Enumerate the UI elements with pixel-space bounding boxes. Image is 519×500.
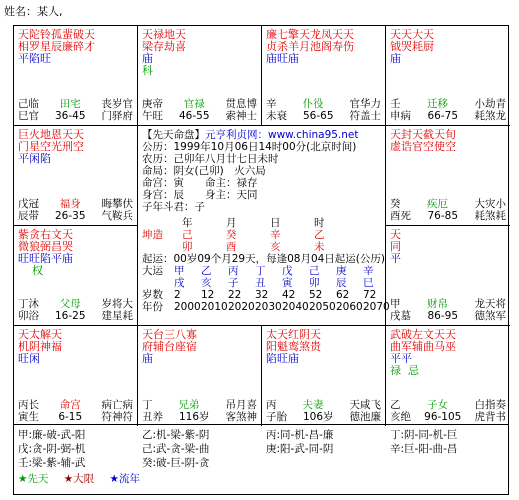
star-row: 天 xyxy=(390,228,401,241)
dayun-year: 2030 xyxy=(255,301,282,313)
star-row: 机阴神福 xyxy=(18,340,62,353)
palace-hai[interactable] xyxy=(386,326,510,426)
stem-branch: 卯浴 xyxy=(18,310,39,322)
minor-stars: 贯息博 xyxy=(225,98,257,110)
pillar-label: 日 xyxy=(270,217,281,229)
dayun-year: 2000 xyxy=(174,301,201,313)
dayun-age: 22 xyxy=(228,289,242,301)
star-row: 天太解天 xyxy=(18,328,62,341)
sihua-entry: 庚:阳-武-同-阴 xyxy=(266,443,334,455)
stem-branch: 申病 xyxy=(390,110,411,122)
minor-stars: 建星耗 xyxy=(101,310,133,322)
dayun-stem: 己 xyxy=(309,265,320,277)
star-row: 虚诰官空使空 xyxy=(390,140,456,153)
sihua-entry: 丁:阴-同-机-巨 xyxy=(390,429,458,441)
info-line: 子年斗君：子 xyxy=(142,201,205,213)
stem-branch: 戊冠 xyxy=(18,198,39,210)
minor-stars: 晦攀伏 xyxy=(101,198,133,210)
info-line: 公历：1999年10月06日14时00分(北京时间) xyxy=(142,141,357,153)
palace-name: 官禄 xyxy=(183,98,205,110)
stem-branch: 甲 xyxy=(390,298,401,310)
dayun-stem: 丙 xyxy=(228,265,239,277)
stem-branch: 寅生 xyxy=(18,411,39,423)
dayun-age: 62 xyxy=(336,289,350,301)
palace-yin[interactable] xyxy=(14,326,138,426)
star-row: 同 xyxy=(390,240,401,253)
stem-branch: 辰带 xyxy=(18,210,39,222)
palace-chou[interactable] xyxy=(138,326,262,426)
palace-name: 夫妻 xyxy=(302,399,324,411)
pillar-label: 月 xyxy=(226,217,237,229)
palace-name: 疾厄 xyxy=(427,198,448,210)
dayun-label: 大运 xyxy=(142,265,163,277)
age-range: 96-105 xyxy=(424,411,462,423)
age-range: 46-55 xyxy=(178,110,210,122)
star-brightness: 庙旺庙 xyxy=(266,52,299,65)
info-line: 命局：阴女(己卯) 火六局 xyxy=(142,165,266,177)
info-line: 命宫：寅 命主：禄存 xyxy=(142,177,258,189)
star-brightness: 庙 xyxy=(390,52,401,65)
star-row: 天台三八寡 xyxy=(142,328,197,341)
minor-stars: 德煞军 xyxy=(474,310,506,322)
stem-branch: 丙长 xyxy=(18,399,39,411)
dayun-age: 42 xyxy=(282,289,296,301)
dayun-age: 72 xyxy=(363,289,377,301)
minor-stars: 官华力 xyxy=(349,98,381,110)
pillar-branch xyxy=(142,241,182,253)
dayun-age: 2 xyxy=(174,289,181,301)
age-range: 26-35 xyxy=(54,210,86,222)
minor-stars: 符神符 xyxy=(101,411,133,423)
palace-chen[interactable] xyxy=(14,126,138,226)
age-label: 岁数 xyxy=(142,289,163,301)
star-row: 廉七擎天龙凤天天 xyxy=(266,28,354,41)
pillar-stem: 己 xyxy=(182,229,193,241)
dayun-year: 2020 xyxy=(228,301,255,313)
palace-name: 兄弟 xyxy=(178,399,200,411)
age-range: 76-85 xyxy=(427,210,458,222)
star-row: 紫贪右文天 xyxy=(18,228,73,241)
dayun-age: 12 xyxy=(201,289,215,301)
dayun-stem: 丁 xyxy=(255,265,266,277)
minor-stars: 索神士 xyxy=(225,110,257,122)
palace-wei[interactable] xyxy=(262,26,386,126)
transform-mark: 禄 忌 xyxy=(390,364,419,377)
palace-xu[interactable] xyxy=(386,226,510,326)
dayun-stem: 庚 xyxy=(336,265,347,277)
minor-stars: 气鞍兵 xyxy=(101,210,133,222)
chart-info-panel xyxy=(138,126,390,326)
minor-stars: 符盖士 xyxy=(349,110,381,122)
star-row: 太天红阴天 xyxy=(266,328,321,341)
star-row: 相罗星辰廉碎才 xyxy=(18,40,95,53)
pillar-label xyxy=(142,217,182,229)
stem-branch: 丙 xyxy=(266,399,277,411)
stem-branch: 丁沐 xyxy=(18,298,39,310)
stem-branch: 未衰 xyxy=(266,110,287,122)
star-row: 武破左文天天 xyxy=(390,328,456,341)
minor-stars: 白指奏 xyxy=(474,399,506,411)
star-row: 曲军辅曲马巫 xyxy=(390,340,456,353)
stem-branch: 乙 xyxy=(390,399,401,411)
star-row: 巨火地恩天天 xyxy=(18,128,84,141)
dayun-stem: 甲 xyxy=(174,265,185,277)
dayun-age: 32 xyxy=(255,289,269,301)
stem-branch: 庚帝 xyxy=(142,98,163,110)
info-line: 农历：己卯年八月廿七日未时 xyxy=(142,153,279,165)
palace-name: 迁移 xyxy=(427,98,448,110)
dayun-branch: 子 xyxy=(228,277,239,289)
star-brightness: 庙 xyxy=(142,52,153,65)
minor-stars: 吊月喜 xyxy=(225,399,257,411)
sihua-entry: 丙:同-机-昌-廉 xyxy=(266,429,334,441)
minor-stars: 德池廉 xyxy=(349,411,381,423)
dayun-age: 52 xyxy=(309,289,323,301)
palace-shen[interactable] xyxy=(386,26,510,126)
stem-branch: 己临 xyxy=(18,98,39,110)
stem-branch: 戌墓 xyxy=(390,310,411,322)
sihua-entry: 己:武-贪-梁-曲 xyxy=(142,443,210,455)
star-row: 钺哭耗厨 xyxy=(390,40,434,53)
star-brightness: 平陷旺 xyxy=(18,52,51,65)
sihua-entry: 壬:梁-紫-辅-武 xyxy=(18,457,86,469)
transform-mark: 权 xyxy=(32,264,43,277)
pillar-branch: 亥 xyxy=(270,241,281,253)
legend-xiantian: ★先天 xyxy=(18,473,49,485)
star-row: 阳魁鸾煞贵 xyxy=(266,340,321,353)
minor-stars: 龙天将 xyxy=(474,298,506,310)
dayun-branch: 亥 xyxy=(201,277,212,289)
age-range: 16-25 xyxy=(54,310,86,322)
star-brightness: 陷旺庙 xyxy=(266,352,299,365)
legend-liunian: ★流年 xyxy=(109,473,140,485)
minor-stars: 虎背书 xyxy=(474,411,506,423)
dayun-year: 2010 xyxy=(201,301,228,313)
pillar-label: 年 xyxy=(182,217,193,229)
stem-branch: 酉死 xyxy=(390,210,411,222)
legend-daxian: ★大限 xyxy=(63,473,95,485)
star-row: 微狼弼昌哭 xyxy=(18,240,73,253)
pillar-stem: 乙 xyxy=(314,229,325,241)
sihua-entry: 戊:贪-阴-弼-机 xyxy=(18,443,86,455)
palace-name: 福身 xyxy=(59,198,81,210)
stem-branch: 子胎 xyxy=(266,411,287,423)
age-range: 106岁 xyxy=(302,411,334,423)
star-brightness: 平闲陷 xyxy=(18,152,51,165)
age-range: 36-45 xyxy=(54,110,86,122)
star-row: 贞杀羊月池阁寿伤 xyxy=(266,40,354,53)
pillar-stem: 坤造 xyxy=(142,229,163,241)
star-row: 梁存劫喜 xyxy=(142,40,186,53)
minor-stars: 耗煞耗 xyxy=(474,210,506,222)
age-range: 86-95 xyxy=(427,310,458,322)
dayun-stem: 戊 xyxy=(282,265,293,277)
sihua-entry: 癸:破-巨-阴-贪 xyxy=(142,457,210,469)
sihua-entry: 甲:廉-破-武-阳 xyxy=(18,429,86,441)
minor-stars: 丧岁官 xyxy=(101,98,133,110)
dayun-year: 2060 xyxy=(336,301,363,313)
pillar-label: 时 xyxy=(314,217,325,229)
site-link[interactable]: 元亨利贞网：www.china95.net xyxy=(205,129,359,141)
star-row: 天禄地天 xyxy=(142,28,186,41)
palace-name: 父母 xyxy=(59,298,81,310)
stem-branch: 巳官 xyxy=(18,110,39,122)
dayun-year: 2050 xyxy=(309,301,336,313)
dayun-branch: 辰 xyxy=(336,277,347,289)
age-range: 56-65 xyxy=(302,110,334,122)
minor-stars: 大灾小 xyxy=(474,198,506,210)
minor-stars: 客煞神 xyxy=(225,411,257,423)
sihua-table xyxy=(13,425,509,495)
age-range: 66-75 xyxy=(427,110,458,122)
chart-header: 【先天命盘】 xyxy=(142,129,205,141)
dayun-branch: 丑 xyxy=(255,277,266,289)
star-row: 天天大天 xyxy=(390,28,434,41)
stem-branch: 癸 xyxy=(390,198,401,210)
star-brightness: 旺闲 xyxy=(18,352,40,365)
minor-stars: 天咸飞 xyxy=(349,399,381,411)
minor-stars: 岁将大 xyxy=(101,298,133,310)
palace-name: 命宫 xyxy=(59,399,81,411)
dayun-branch: 寅 xyxy=(282,277,293,289)
dayun-branch: 巳 xyxy=(363,277,374,289)
star-row: 府辅台座宿 xyxy=(142,340,197,353)
stem-branch: 亥绝 xyxy=(390,411,411,423)
palace-name: 财帛 xyxy=(427,298,448,310)
minor-stars: 小劫青 xyxy=(474,98,506,110)
dayun-stem: 乙 xyxy=(201,265,212,277)
transform-mark: 科 xyxy=(142,64,153,77)
dayun-year: 2070 xyxy=(363,301,390,313)
ziwei-chart xyxy=(13,25,509,425)
dayun-stem: 辛 xyxy=(363,265,374,277)
stem-branch: 丑养 xyxy=(142,411,163,423)
sihua-entry: 辛:巨-阳-曲-昌 xyxy=(390,443,458,455)
minor-stars: 耗煞龙 xyxy=(474,110,506,122)
age-range: 6-15 xyxy=(58,411,83,423)
star-brightness: 平 xyxy=(390,252,401,265)
qiyun-line: 起运：00岁09个月29天，每逢08月04日起运(公历) xyxy=(142,253,385,265)
age-range: 116岁 xyxy=(178,411,210,423)
dayun-branch: 卯 xyxy=(309,277,320,289)
minor-stars: 病亡病 xyxy=(101,399,133,411)
minor-stars: 门驿府 xyxy=(101,110,133,122)
stem-branch: 丁 xyxy=(142,399,153,411)
pillar-branch: 酉 xyxy=(226,241,237,253)
pillar-stem: 辛 xyxy=(270,229,281,241)
stem-branch: 辛 xyxy=(266,98,277,110)
stem-branch: 壬 xyxy=(390,98,401,110)
star-brightness: 庙 xyxy=(142,352,153,365)
star-row: 天陀铃孤蜚破天 xyxy=(18,28,95,41)
star-row: 天封天截天旬 xyxy=(390,128,456,141)
palace-name: 仆役 xyxy=(302,98,324,110)
palace-name: 田宅 xyxy=(59,98,81,110)
palace-mao[interactable] xyxy=(14,226,138,326)
palace-zi[interactable] xyxy=(262,326,386,426)
dayun-year: 2040 xyxy=(282,301,309,313)
page-title: 姓名：某人, xyxy=(4,5,63,18)
info-line: 身宫：辰 身主：天同 xyxy=(142,189,258,201)
year-label: 年份 xyxy=(142,301,163,313)
pillar-stem: 癸 xyxy=(226,229,237,241)
pillar-branch: 卯 xyxy=(182,241,193,253)
palace-you[interactable] xyxy=(386,126,510,226)
palace-name: 子女 xyxy=(427,399,448,411)
stem-branch: 午旺 xyxy=(142,110,163,122)
palace-si[interactable] xyxy=(14,26,138,126)
pillar-branch: 未 xyxy=(314,241,325,253)
star-brightness: 旺旺陷平庙 xyxy=(18,252,73,265)
star-row: 门星空光刑空 xyxy=(18,140,84,153)
palace-wu[interactable] xyxy=(138,26,262,126)
star-brightness: 平平 xyxy=(390,352,412,365)
legend xyxy=(14,470,508,488)
sihua-entry: 乙:机-梁-紫-阴 xyxy=(142,429,210,441)
dayun-branch: 戌 xyxy=(174,277,185,289)
